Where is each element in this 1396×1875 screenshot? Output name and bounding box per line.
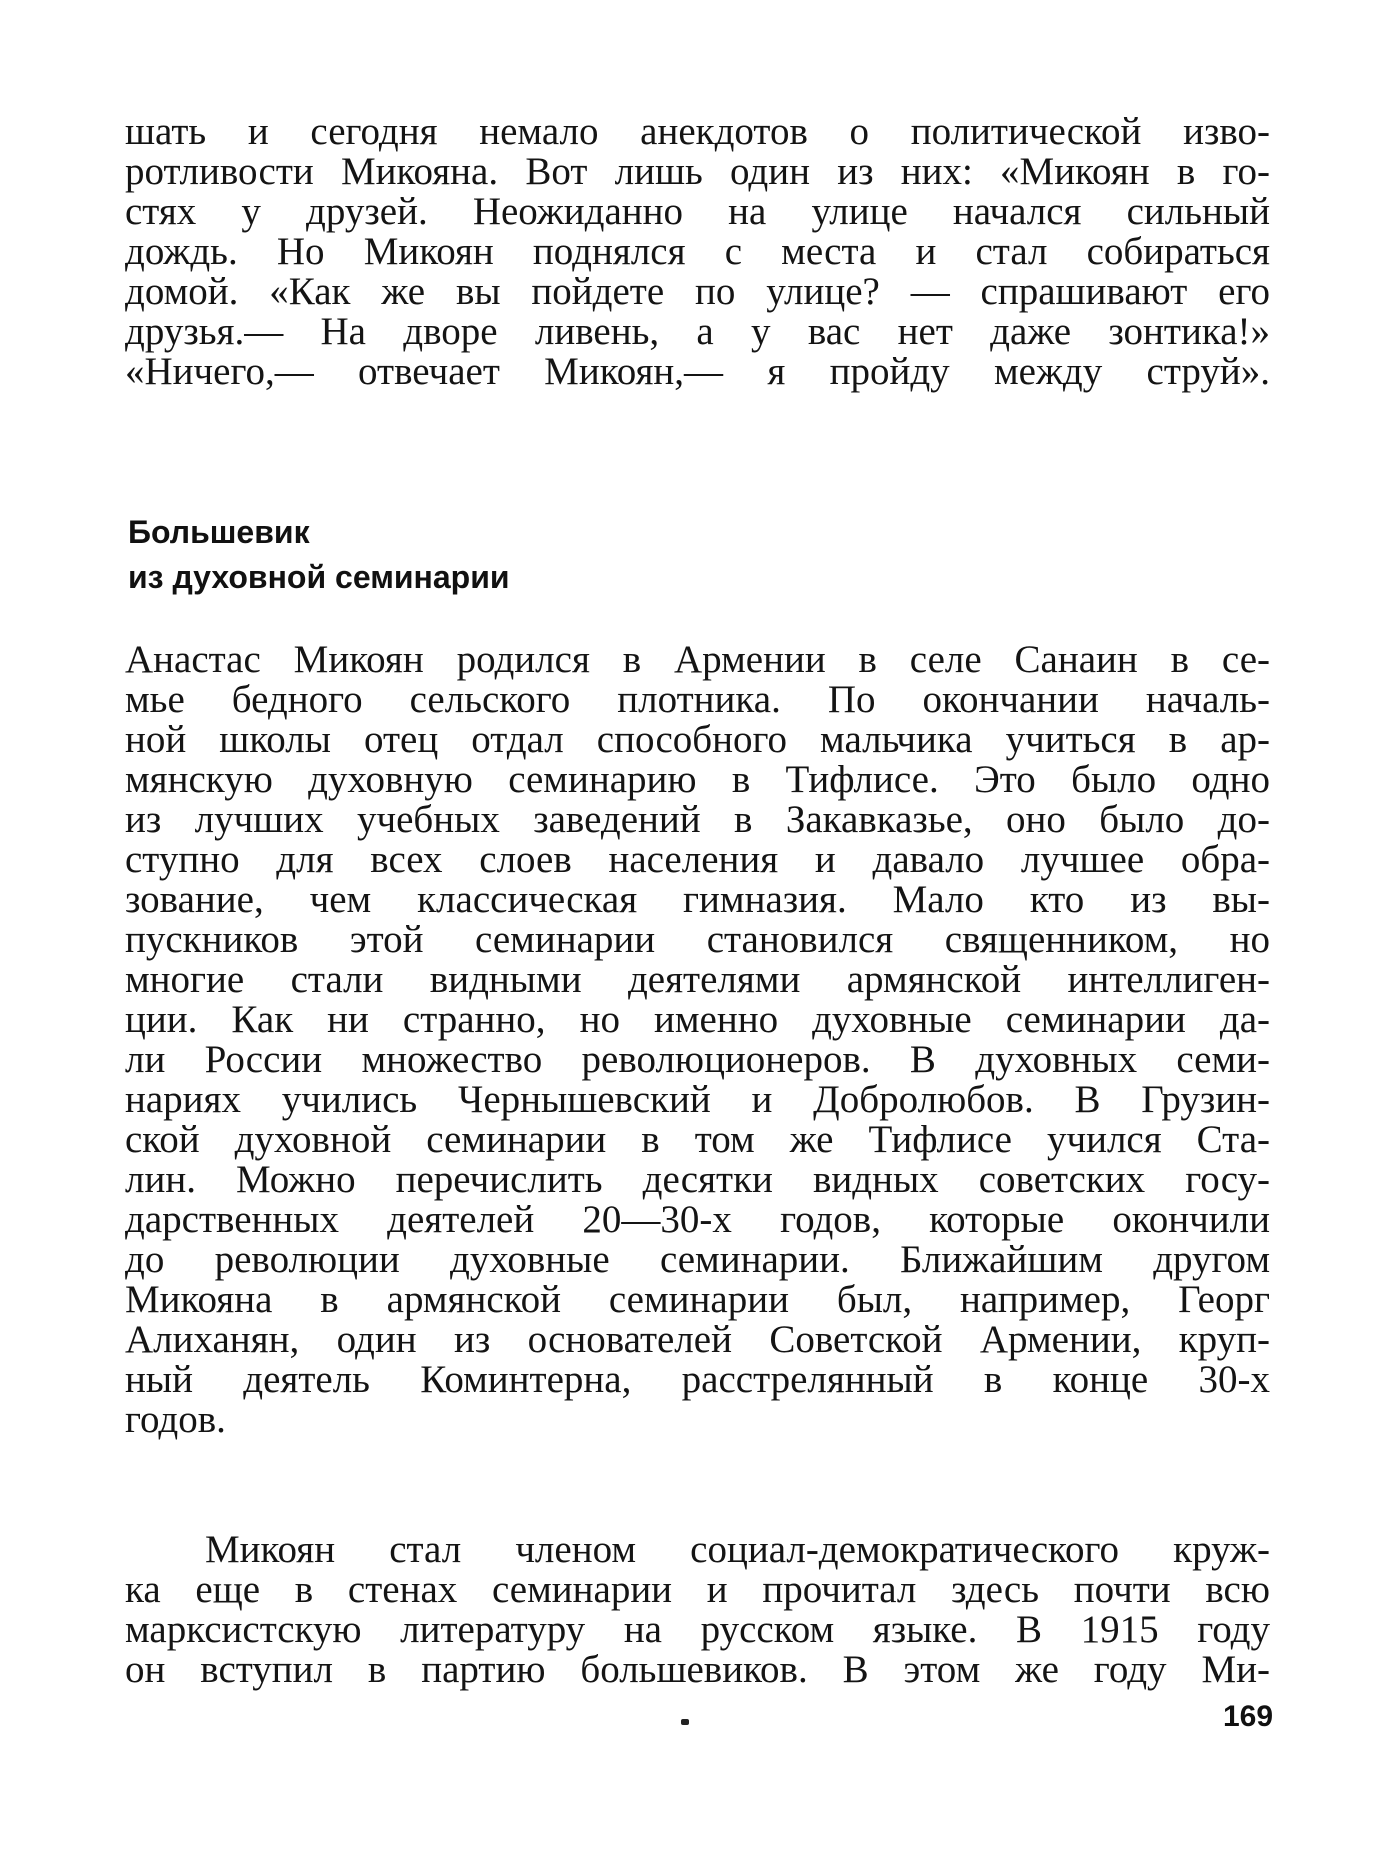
text-line: домой. «Как же вы пойдете по улице? — спрашивают его bbox=[125, 270, 1270, 313]
text-line: ли России множество революционеров. В духовных семи- bbox=[125, 1038, 1270, 1081]
print-dot-mark bbox=[681, 1719, 689, 1725]
text-line: Микояна в армянской семинарии был, например, Георг bbox=[125, 1278, 1270, 1321]
text-line: лин. Можно перечислить десятки видных советских госу- bbox=[125, 1158, 1270, 1201]
paragraph-anecdote bbox=[125, 112, 1270, 392]
text-line: друзья.— На дворе ливень, а у вас нет даже зонтика!» bbox=[125, 310, 1270, 353]
text-line: стях у друзей. Неожиданно на улице начался сильный bbox=[125, 190, 1270, 233]
text-line: шать и сегодня немало анекдотов о политической изво- bbox=[125, 110, 1270, 153]
text-line: ской духовной семинарии в том же Тифлисе учился Ста- bbox=[125, 1118, 1270, 1161]
paragraph-biography bbox=[125, 640, 1270, 1440]
text-line: «Ничего,— отвечает Микоян,— я пройду между струй». bbox=[125, 350, 1270, 393]
section-heading-line-2: из духовной семинарии bbox=[128, 559, 510, 595]
text-line: до революции духовные семинарии. Ближайшим другом bbox=[125, 1238, 1270, 1281]
text-line: ка еще в стенах семинарии и прочитал здесь почти всю bbox=[125, 1568, 1270, 1611]
section-heading-line-1: Большевик bbox=[128, 514, 310, 550]
text-line: дождь. Но Микоян поднялся с места и стал собираться bbox=[125, 230, 1270, 273]
section-heading bbox=[128, 510, 510, 600]
text-line: пускников этой семинарии становился священником, но bbox=[125, 918, 1270, 961]
text-line: Алиханян, один из основателей Советской Армении, круп- bbox=[125, 1318, 1270, 1361]
text-line: годов. bbox=[125, 1398, 226, 1441]
text-line: ступно для всех слоев населения и давало лучшее обра- bbox=[125, 838, 1270, 881]
text-line: ротливости Микояна. Вот лишь один из них: «Микоян в го- bbox=[125, 150, 1270, 193]
text-line: марксистскую литературу на русском языке. В 1915 году bbox=[125, 1608, 1270, 1651]
text-line: дарственных деятелей 20—30-х годов, которые окончили bbox=[125, 1198, 1270, 1241]
text-line: ции. Как ни странно, но именно духовные семинарии да- bbox=[125, 998, 1270, 1041]
text-line: ный деятель Коминтерна, расстрелянный в конце 30-х bbox=[125, 1358, 1270, 1401]
page-number: 169 bbox=[1223, 1700, 1274, 1733]
text-line: многие стали видными деятелями армянской интеллиген- bbox=[125, 958, 1270, 1001]
text-line: мянскую духовную семинарию в Тифлисе. Это было одно bbox=[125, 758, 1270, 801]
text-line: нариях учились Чернышевский и Добролюбов. В Грузин- bbox=[125, 1078, 1270, 1121]
text-line: Микоян стал членом социал-демократического круж- bbox=[205, 1528, 1270, 1571]
text-line: он вступил в партию большевиков. В этом же году Ми- bbox=[125, 1648, 1270, 1691]
text-line: из лучших учебных заведений в Закавказье, оно было до- bbox=[125, 798, 1270, 841]
text-line: ной школы отец отдал способного мальчика учиться в ар- bbox=[125, 718, 1270, 761]
text-line: зование, чем классическая гимназия. Мало кто из вы- bbox=[125, 878, 1270, 921]
text-line: Анастас Микоян родился в Армении в селе Санаин в се- bbox=[125, 638, 1270, 681]
text-line: мье бедного сельского плотника. По окончании началь- bbox=[125, 678, 1270, 721]
paragraph-party bbox=[125, 1530, 1270, 1690]
